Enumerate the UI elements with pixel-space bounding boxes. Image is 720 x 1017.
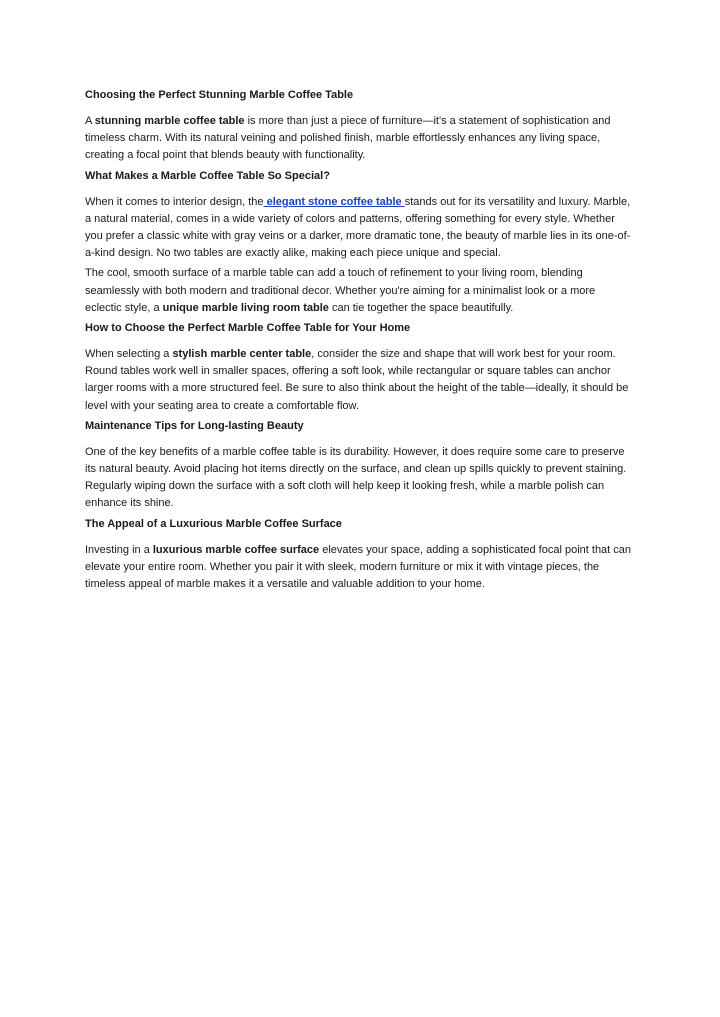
special-paragraph-1 — [85, 194, 633, 263]
maintenance-paragraph: One of the key benefits of a marble coffee table is its durability. However, it does require some care to preserve its natural beauty. Avoid placing hot items directly on the surface, and clean up spills quickly to prevent staining. Regularly wiping down the surface with a soft cloth will help keep it looking fresh, while a marble polish can enhance its shine. — [85, 445, 627, 510]
special-text-pre: When it comes to interior design, the — [85, 195, 264, 208]
elegant-stone-coffee-table-link[interactable]: elegant stone coffee table — [263, 195, 405, 208]
appeal-keyword: luxurious marble coffee surface — [152, 543, 320, 556]
special2-text-pre: The cool, smooth surface of a marble table can add a touch of refinement to your living room, blending seamlessly with both modern and traditional decor. Whether you're aiming for a minimalist look or a more eclectic style, a — [85, 267, 596, 314]
special2-keyword: unique marble living room table — [162, 301, 329, 314]
special-paragraph-2 — [85, 265, 633, 317]
intro-keyword: stunning marble coffee table — [94, 115, 245, 127]
special2-text-post: can tie together the space beautifully. — [328, 301, 514, 314]
intro-text-post: is more than just a piece of furniture—it's a statement of sophistication and timeless charm. With its natural veining and polished finish, marble effortlessly enhances any living space, creating a focal point that blends beauty with functionality. — [85, 115, 611, 162]
section-heading-maintenance: Maintenance Tips for Long-lasting Beauty — [85, 419, 304, 432]
special-text-post: stands out for its versatility and luxury. Marble, a natural material, comes in a wide variety of colors and patterns, offering something for every style. Whether you prefer a classic white with gray veins or a darker, more dramatic tone, the beauty of marble lies in its one-of-a-kind design. No two tables are exactly alike, making each piece unique and special. — [85, 195, 631, 260]
appeal-text-post: elevates your space, adding a sophisticated focal point that can elevate your entire room. Whether you pair it with sleek, modern furniture or mix it with vintage pieces, the timeless appeal of marble makes it a versatile and valuable addition to your home. — [85, 543, 632, 591]
section-heading-special: What Makes a Marble Coffee Table So Special? — [85, 169, 330, 182]
section-heading-choose: How to Choose the Perfect Marble Coffee Table for Your Home — [85, 322, 411, 335]
document-title: Choosing the Perfect Stunning Marble Coffee Table — [85, 89, 354, 101]
appeal-paragraph — [85, 542, 633, 594]
appeal-text-pre: Investing in a — [85, 543, 153, 556]
intro-text-pre: A — [85, 115, 95, 127]
choose-keyword: stylish marble center table — [172, 348, 312, 361]
choose-text-pre: When selecting a — [85, 348, 173, 361]
intro-paragraph — [85, 113, 633, 165]
choose-paragraph — [85, 346, 633, 415]
document-page — [85, 87, 633, 596]
choose-text-post: , consider the size and shape that will work best for your room. Round tables work well in smaller spaces, offering a soft look, while rectangular or square tables can anchor larger rooms with a more structured feel. Be sure to also think about the height of the table—ideally, it should be level with your seating area to create a comfortable flow. — [85, 348, 629, 412]
section-heading-appeal: The Appeal of a Luxurious Marble Coffee Surface — [85, 517, 342, 530]
